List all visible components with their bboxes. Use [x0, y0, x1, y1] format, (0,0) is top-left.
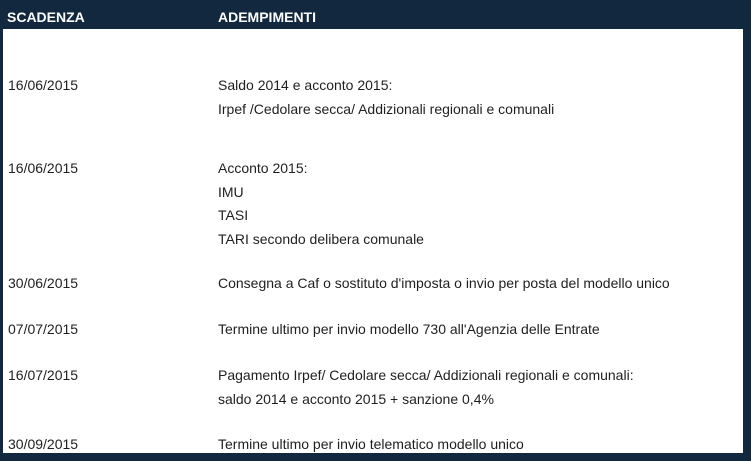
- row-line: Acconto 2015:: [218, 160, 308, 176]
- table-header: [0, 0, 751, 29]
- row-date: 30/06/2015: [8, 275, 79, 291]
- header-adempimenti: ADEMPIMENTI: [218, 9, 316, 25]
- row-line: Saldo 2014 e acconto 2015:: [218, 77, 393, 93]
- row-line: TASI: [218, 207, 249, 223]
- row-line: Pagamento Irpef/ Cedolare secca/ Addizionali regionali e comunali:: [218, 367, 634, 383]
- row-line: Termine ultimo per invio telematico modello unico: [218, 436, 524, 452]
- row-line: IMU: [218, 183, 244, 200]
- row-line: Consegna a Caf o sostituto d'imposta o invio per posta del modello unico: [218, 275, 670, 291]
- row-description: [218, 318, 600, 342]
- header-scadenza: SCADENZA: [7, 9, 85, 25]
- row-description: [218, 74, 554, 121]
- row-description: [218, 433, 524, 453]
- row-date: 16/07/2015: [8, 367, 79, 383]
- row-line: saldo 2014 e acconto 2015 + sanzione 0,4%: [218, 390, 494, 407]
- row-date: 07/07/2015: [8, 321, 79, 337]
- row-date: 16/06/2015: [8, 160, 79, 176]
- row-description: [218, 157, 424, 251]
- row-date: 30/09/2015: [8, 436, 79, 452]
- row-line: Termine ultimo per invio modello 730 all'Agenzia delle Entrate: [218, 321, 600, 337]
- row-description: [218, 272, 670, 296]
- row-line: Irpef /Cedolare secca/ Addizionali regionali e comunali: [218, 100, 555, 117]
- row-line: TARI secondo delibera comunale: [218, 230, 424, 247]
- deadlines-table: [3, 29, 743, 453]
- row-date: 16/06/2015: [8, 77, 79, 93]
- row-description: [218, 364, 634, 411]
